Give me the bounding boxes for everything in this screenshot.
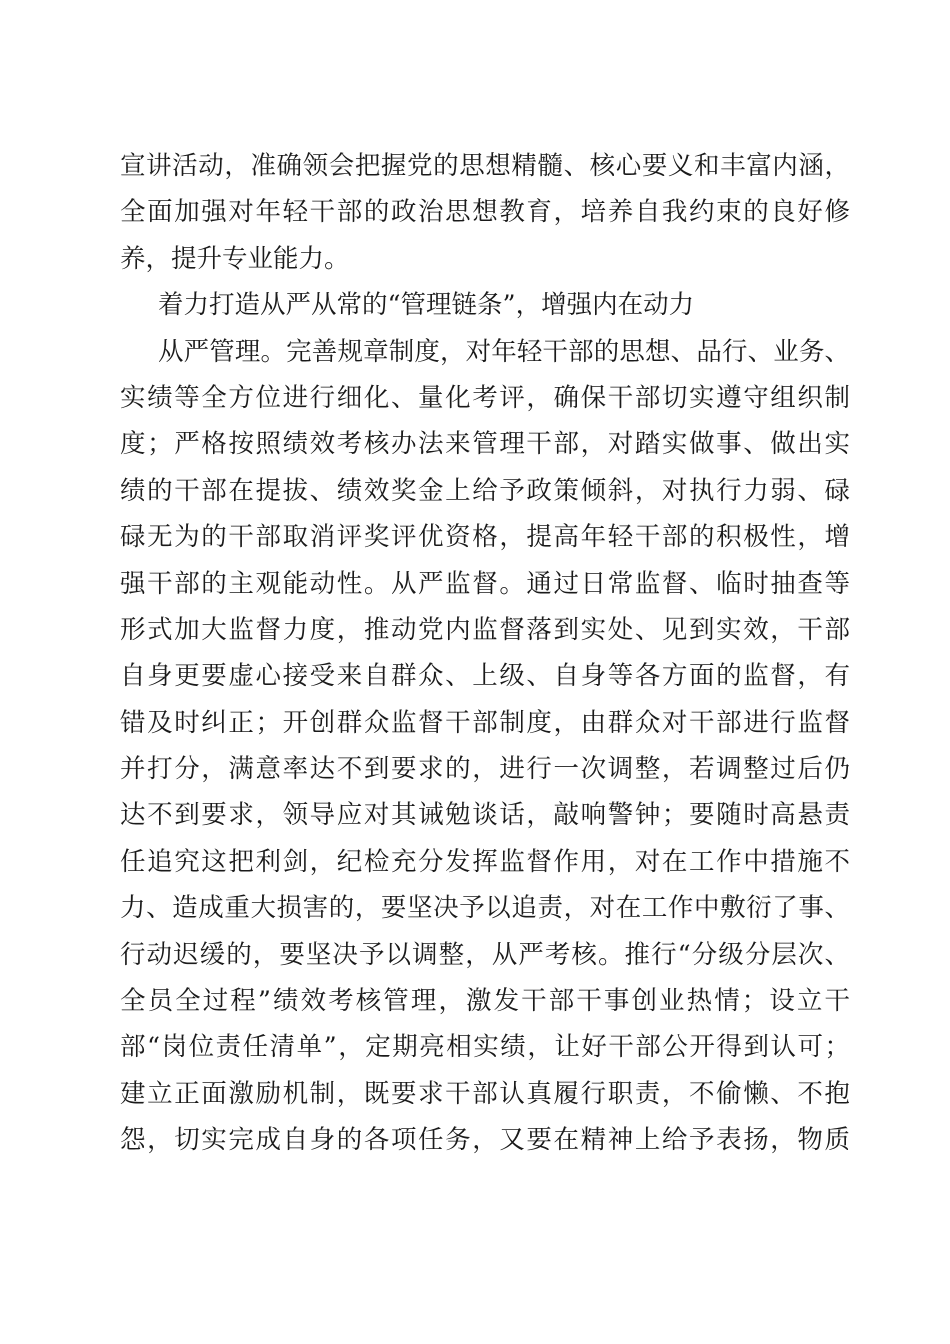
- text-line: 从严管理。完善规章制度，对年轻干部的思想、品行、业务、: [158, 336, 850, 367]
- text-line: 养，提升专业能力。: [120, 243, 350, 274]
- paragraph-body: [120, 329, 850, 1164]
- text-line: 建立正面激励机制，既要求干部认真履行职责，不偷懒、不抱: [120, 1078, 850, 1109]
- paragraph-continuation: [120, 143, 850, 282]
- text-line: 部“岗位责任清单”，定期亮相实绩，让好干部公开得到认可；: [120, 1032, 850, 1063]
- text-line: 自身更要虚心接受来自群众、上级、自身等各方面的监督，有: [120, 661, 850, 692]
- text-line: 碌无为的干部取消评奖评优资格，提高年轻干部的积极性，增: [120, 522, 850, 553]
- document-body: [120, 143, 850, 1164]
- text-line: 怨，切实完成自身的各项任务，又要在精神上给予表扬，物质: [120, 1125, 850, 1156]
- text-line: 宣讲活动，准确领会把握党的思想精髓、核心要义和丰富内涵，: [120, 151, 850, 181]
- text-line: 形式加大监督力度，推动党内监督落到实处、见到实效，干部: [120, 614, 850, 645]
- text-line: 错及时纠正；开创群众监督干部制度，由群众对干部进行监督: [120, 707, 850, 738]
- text-line: 度；严格按照绩效考核办法来管理干部，对踏实做事、做出实: [120, 429, 850, 460]
- text-line: 行动迟缓的，要坚决予以调整，从严考核。推行“分级分层次、: [120, 939, 850, 970]
- text-line: 任追究这把利剑，纪检充分发挥监督作用，对在工作中措施不: [120, 846, 850, 877]
- text-line: 并打分，满意率达不到要求的，进行一次调整，若调整过后仍: [120, 754, 850, 785]
- text-line: 强干部的主观能动性。从严监督。通过日常监督、临时抽查等: [120, 568, 850, 599]
- text-line: 绩的干部在提拔、绩效奖金上给予政策倾斜，对执行力弱、碌: [120, 475, 850, 506]
- text-line: 全面加强对年轻干部的政治思想教育，培养自我约束的良好修: [120, 197, 850, 228]
- text-line: 全员全过程”绩效考核管理，激发干部干事创业热情；设立干: [120, 986, 850, 1017]
- section-heading: 着力打造从严从常的“管理链条”，增强内在动力: [158, 290, 695, 321]
- text-line: 达不到要求，领导应对其诫勉谈话，敲响警钟；要随时高悬责: [120, 800, 850, 831]
- text-line: 力、造成重大损害的，要坚决予以追责，对在工作中敷衍了事、: [120, 893, 850, 924]
- text-line: 实绩等全方位进行细化、量化考评，确保干部切实遵守组织制: [120, 382, 850, 413]
